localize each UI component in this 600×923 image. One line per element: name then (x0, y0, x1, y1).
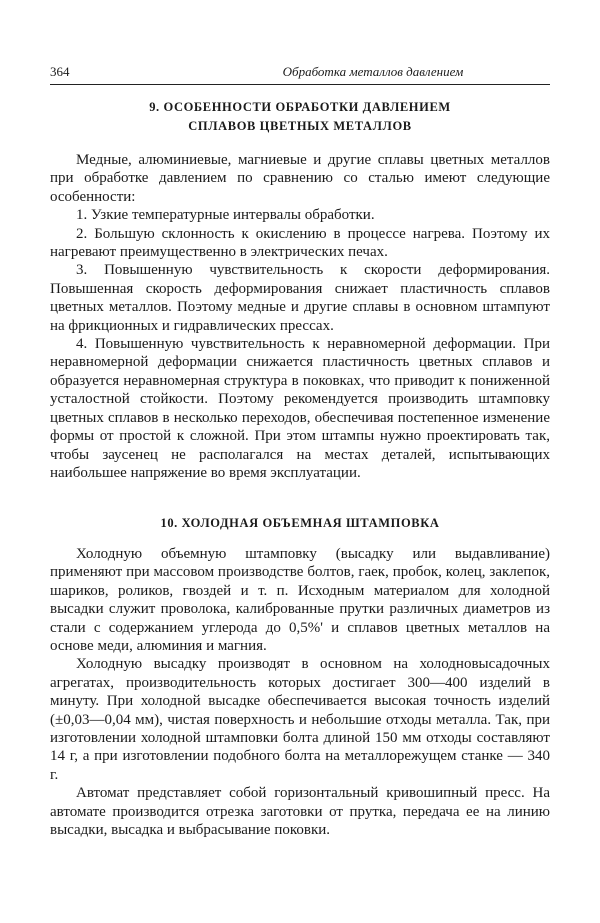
page-header (50, 62, 550, 85)
section-9-item-2: 2. Большую склонность к окислению в процессе нагрева. Поэтому их нагревают преимущественно в электрических печах. (50, 225, 550, 261)
page-number: 364 (50, 64, 70, 79)
section-9-item-4: 4. Повышенную чувствительность к неравномерной деформации. При неравномерной деформации снижается пластичность цветных сплавов и образуется неравномерная структура в поковках, что приводит к пониженной усталостной стойкости. Поэтому рекомендуется производить штамповку цветных сплавов в несколько переходов, обеспечивая постепенное изменение формы от простой к сложной. При этом штампы нужно проектировать так, чтобы заусенец не располагался на местах деталей, испытывающих наибольшее напряжение во время эксплуатации. (50, 336, 550, 481)
section-9-item-1: 1. Узкие температурные интервалы обработки. (76, 207, 375, 224)
section-9-title-line-1: 9. ОСОБЕННОСТИ ОБРАБОТКИ ДАВЛЕНИЕМ (149, 100, 451, 114)
section-9-title-line-2: СПЛАВОВ ЦВЕТНЫХ МЕТАЛЛОВ (188, 119, 412, 133)
section-10-paragraph-2: Холодную высадку производят в основном на холодновысадочных агрегатах, производительность которых достигает 300—400 изделий в минуту. При холодной высадке обеспечивается высокая точность изделий (±0,03—0,04 мм), чистая поверхность и небольшие отходы металла. Так, при изготовлении холодной штамповки болта длиной 150 мм отходы составляют 14 г, а при изготовлении подобного болта на металлорежущем станке — 340 г. (50, 656, 550, 783)
section-9-heading (50, 98, 550, 136)
section-9-body (50, 151, 550, 482)
section-10-heading (50, 514, 550, 533)
section-10-paragraph-3: Автомат представляет собой горизонтальный кривошипный пресс. На автомате производится отрезка заготовки от прутка, передача ее на линию высадки, высадка и выбрасывание поковки. (50, 785, 550, 839)
section-10-paragraph-1: Холодную объемную штамповку (высадку или выдавливание) применяют при массовом производстве болтов, гаек, пробок, колец, заклепок, шариков, роликов, гвоздей и т. п. Исходным материалом для холодной высадки служит проволока, калиброванные прутки различных диаметров из стали с содержанием углерода до 0,5%' и сплавов цветных металлов на основе меди, алюминия и магния. (50, 546, 550, 655)
section-10-title: 10. ХОЛОДНАЯ ОБЪЕМНАЯ ШТАМПОВКА (160, 516, 440, 530)
section-10-body (50, 545, 550, 840)
running-title: Обработка металлов давлением (282, 64, 464, 79)
section-9-item-3: 3. Повышенную чувствительность к скорости деформирования. Повышенная скорость деформирования снижает пластичность сплавов цветных металлов. Поэтому медные и другие сплавы в основном штампуют на фрикционных и гидравлических прессах. (50, 262, 550, 334)
section-9-intro-paragraph: Медные, алюминиевые, магниевые и другие сплавы цветных металлов при обработке давлением по сравнению со сталью имеют следующие особенности: (50, 152, 550, 205)
